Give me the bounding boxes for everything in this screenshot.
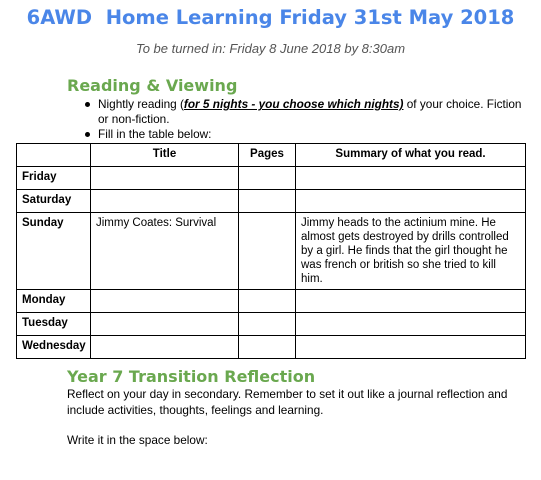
summary-cell[interactable] (296, 313, 526, 336)
summary-cell[interactable] (296, 290, 526, 313)
bullet-nightly-reading (82, 97, 522, 127)
bullet1-pre: Nightly reading ( (98, 97, 184, 111)
day-cell: Tuesday (17, 313, 91, 336)
pages-cell[interactable] (239, 290, 296, 313)
title-cell[interactable] (91, 190, 239, 213)
bullet1-emphasis: for 5 nights - you choose which nights) (183, 97, 404, 111)
day-cell: Monday (17, 290, 91, 313)
write-space-instruction: Write it in the space below: (67, 433, 208, 447)
table-row (17, 313, 526, 336)
day-cell: Wednesday (17, 336, 91, 359)
reading-log-table (16, 143, 526, 359)
page-title: 6AWD Home Learning Friday 31st May 2018 (26, 6, 515, 29)
table-row (17, 167, 526, 190)
title-cell[interactable]: Jimmy Coates: Survival (91, 213, 239, 290)
summary-cell[interactable]: Jimmy heads to the actinium mine. He almost gets destroyed by drills controlled by a girl. He finds that the girl thought he was french or british so she tried to kill him. (296, 213, 526, 290)
title-cell[interactable] (91, 336, 239, 359)
day-cell: Sunday (17, 213, 91, 290)
header-summary: Summary of what you read. (296, 144, 526, 167)
summary-cell[interactable] (296, 190, 526, 213)
table-row (17, 190, 526, 213)
bullet1-post: of your choice. Fiction or non-fiction. (98, 97, 522, 126)
summary-cell[interactable] (296, 336, 526, 359)
transition-heading: Year 7 Transition Reflection (67, 367, 316, 386)
pages-cell[interactable] (239, 190, 296, 213)
reading-heading: Reading & Viewing (67, 76, 238, 95)
pages-cell[interactable] (239, 213, 296, 290)
table-row (17, 336, 526, 359)
transition-instructions: Reflect on your day in secondary. Remember to set it out like a journal reflection and include activities, thoughts, feelings and learning. (67, 387, 508, 417)
title-cell[interactable] (91, 313, 239, 336)
day-cell: Friday (17, 167, 91, 190)
header-day (17, 144, 91, 167)
pages-cell[interactable] (239, 313, 296, 336)
day-cell: Saturday (17, 190, 91, 213)
bullet2-text: Fill in the table below: (98, 127, 212, 141)
pages-cell[interactable] (239, 336, 296, 359)
table-row (17, 213, 526, 290)
title-cell[interactable] (91, 167, 239, 190)
table-row (17, 290, 526, 313)
due-date: To be turned in: Friday 8 June 2018 by 8:30am (135, 41, 406, 56)
reading-bullets (82, 97, 522, 142)
bullet-fill-table (82, 127, 522, 142)
header-pages: Pages (239, 144, 296, 167)
table-header-row (17, 144, 526, 167)
pages-cell[interactable] (239, 167, 296, 190)
header-title: Title (91, 144, 239, 167)
summary-cell[interactable] (296, 167, 526, 190)
title-cell[interactable] (91, 290, 239, 313)
